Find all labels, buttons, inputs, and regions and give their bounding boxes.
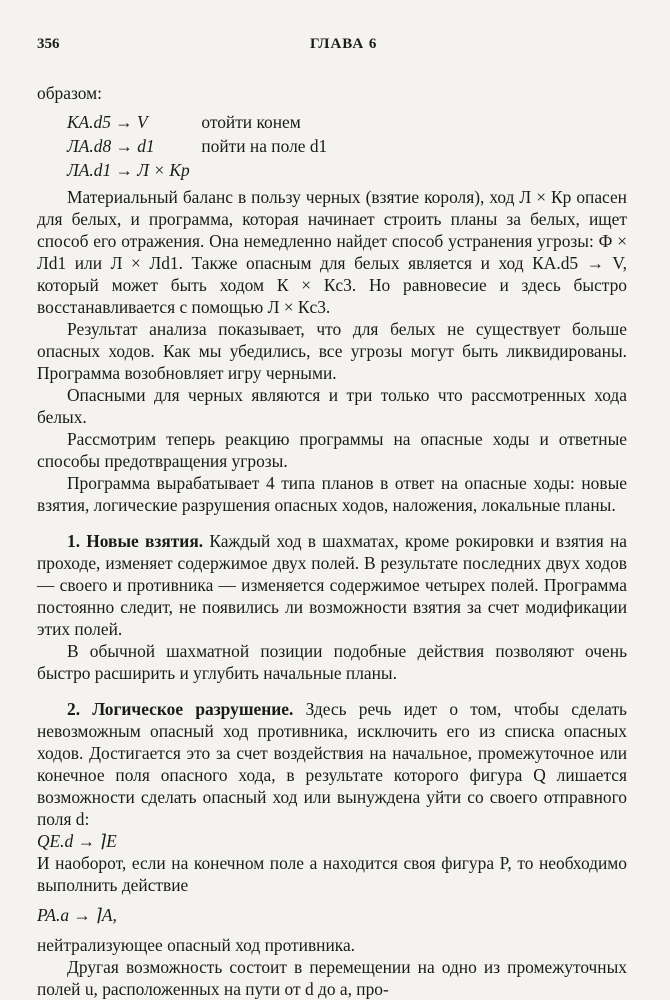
body-text: [37, 82, 627, 1000]
section-text: Каждый ход в шахматах, кроме рокировки и взятия на проходе, изменяет содержимое двух полей. В результате последних двух ходов — своего и противника — изменяется содержимое четырех полей. Программа постоянно следит, не появились ли возможности взятия за счет модификации этих полей.: [37, 531, 627, 639]
section-new-captures: [37, 530, 627, 640]
move-description: пойти на поле d1: [201, 136, 328, 156]
paragraph: Программа вырабатывает 4 типа планов в ответ на опасные ходы: новые взятия, логические разрушения опасных ходов, наложения, локальные планы.: [37, 473, 627, 515]
move-row: [37, 134, 627, 158]
section-text: Здесь речь идет о том, чтобы сделать невозможным опасный ход противника, исключить его из списка опасных ходов. Достигается это за счет воздействия на начальное, промежуточное или конечное поля опасного хода, в результате которого фигура Q лишается возможности сделать опасный ход или вынуждена уйти со своего отправного поля d:: [37, 699, 627, 829]
move-list: [37, 110, 627, 182]
paragraph: Опасными для черных являются и три только что рассмотренных хода белых.: [37, 385, 627, 427]
move-notation: ЛA.d1 → Л × Кр: [67, 160, 190, 180]
move-description: отойти конем: [201, 112, 301, 132]
page-number: 356: [37, 36, 60, 52]
move-row: [37, 110, 627, 134]
section-heading: 2. Логическое разрушение.: [67, 699, 294, 719]
paragraph: В обычной шахматной позиции подобные действия позволяют очень быстро расширить и углубить начальные планы.: [37, 641, 627, 683]
formula: PA.a → ⌉A,: [37, 905, 117, 925]
paragraph: Материальный баланс в пользу черных (взятие короля), ход Л × Кр опасен для белых, и программа, которая начинает строить планы за белых, ищет способ его отражения. Она немедленно найдет способ устранения угрозы: Ф × Лd1 или Л × Лd1. Также опасным для белых является и ход КA.d5 → V, который может быть ходом К × Кc3. Но равновесие и здесь быстро восстанавливается с помощью Л × Кc3.: [37, 187, 627, 317]
move-notation: КA.d5 → V: [67, 112, 148, 132]
move-row: [37, 158, 627, 182]
paragraph: нейтрализующее опасный ход противника.: [37, 935, 356, 955]
chapter-title: ГЛАВА 6: [310, 36, 378, 52]
section-logical-destruction: [37, 698, 627, 830]
paragraph: Результат анализа показывает, что для белых не существует больше опасных ходов. Как мы убедились, все угрозы могут быть ликвидированы. Программа возобновляет игру черными.: [37, 319, 627, 383]
paragraph: Рассмотрим теперь реакцию программы на опасные ходы и ответные способы предотвращения угрозы.: [37, 429, 627, 471]
paragraph: И наоборот, если на конечном поле a находится своя фигура P, то необходимо выполнить действие: [37, 853, 627, 895]
paragraph: Другая возможность состоит в перемещении на одно из промежуточных полей u, расположенных на пути от d до a, про-: [37, 957, 627, 999]
section-heading: 1. Новые взятия.: [67, 531, 204, 551]
formula: QE.d → ⌉E: [37, 831, 117, 851]
move-notation: ЛA.d8 → d1: [67, 136, 155, 156]
page-header: [37, 36, 627, 58]
book-page: [37, 36, 627, 999]
intro-line: образом:: [37, 83, 102, 103]
